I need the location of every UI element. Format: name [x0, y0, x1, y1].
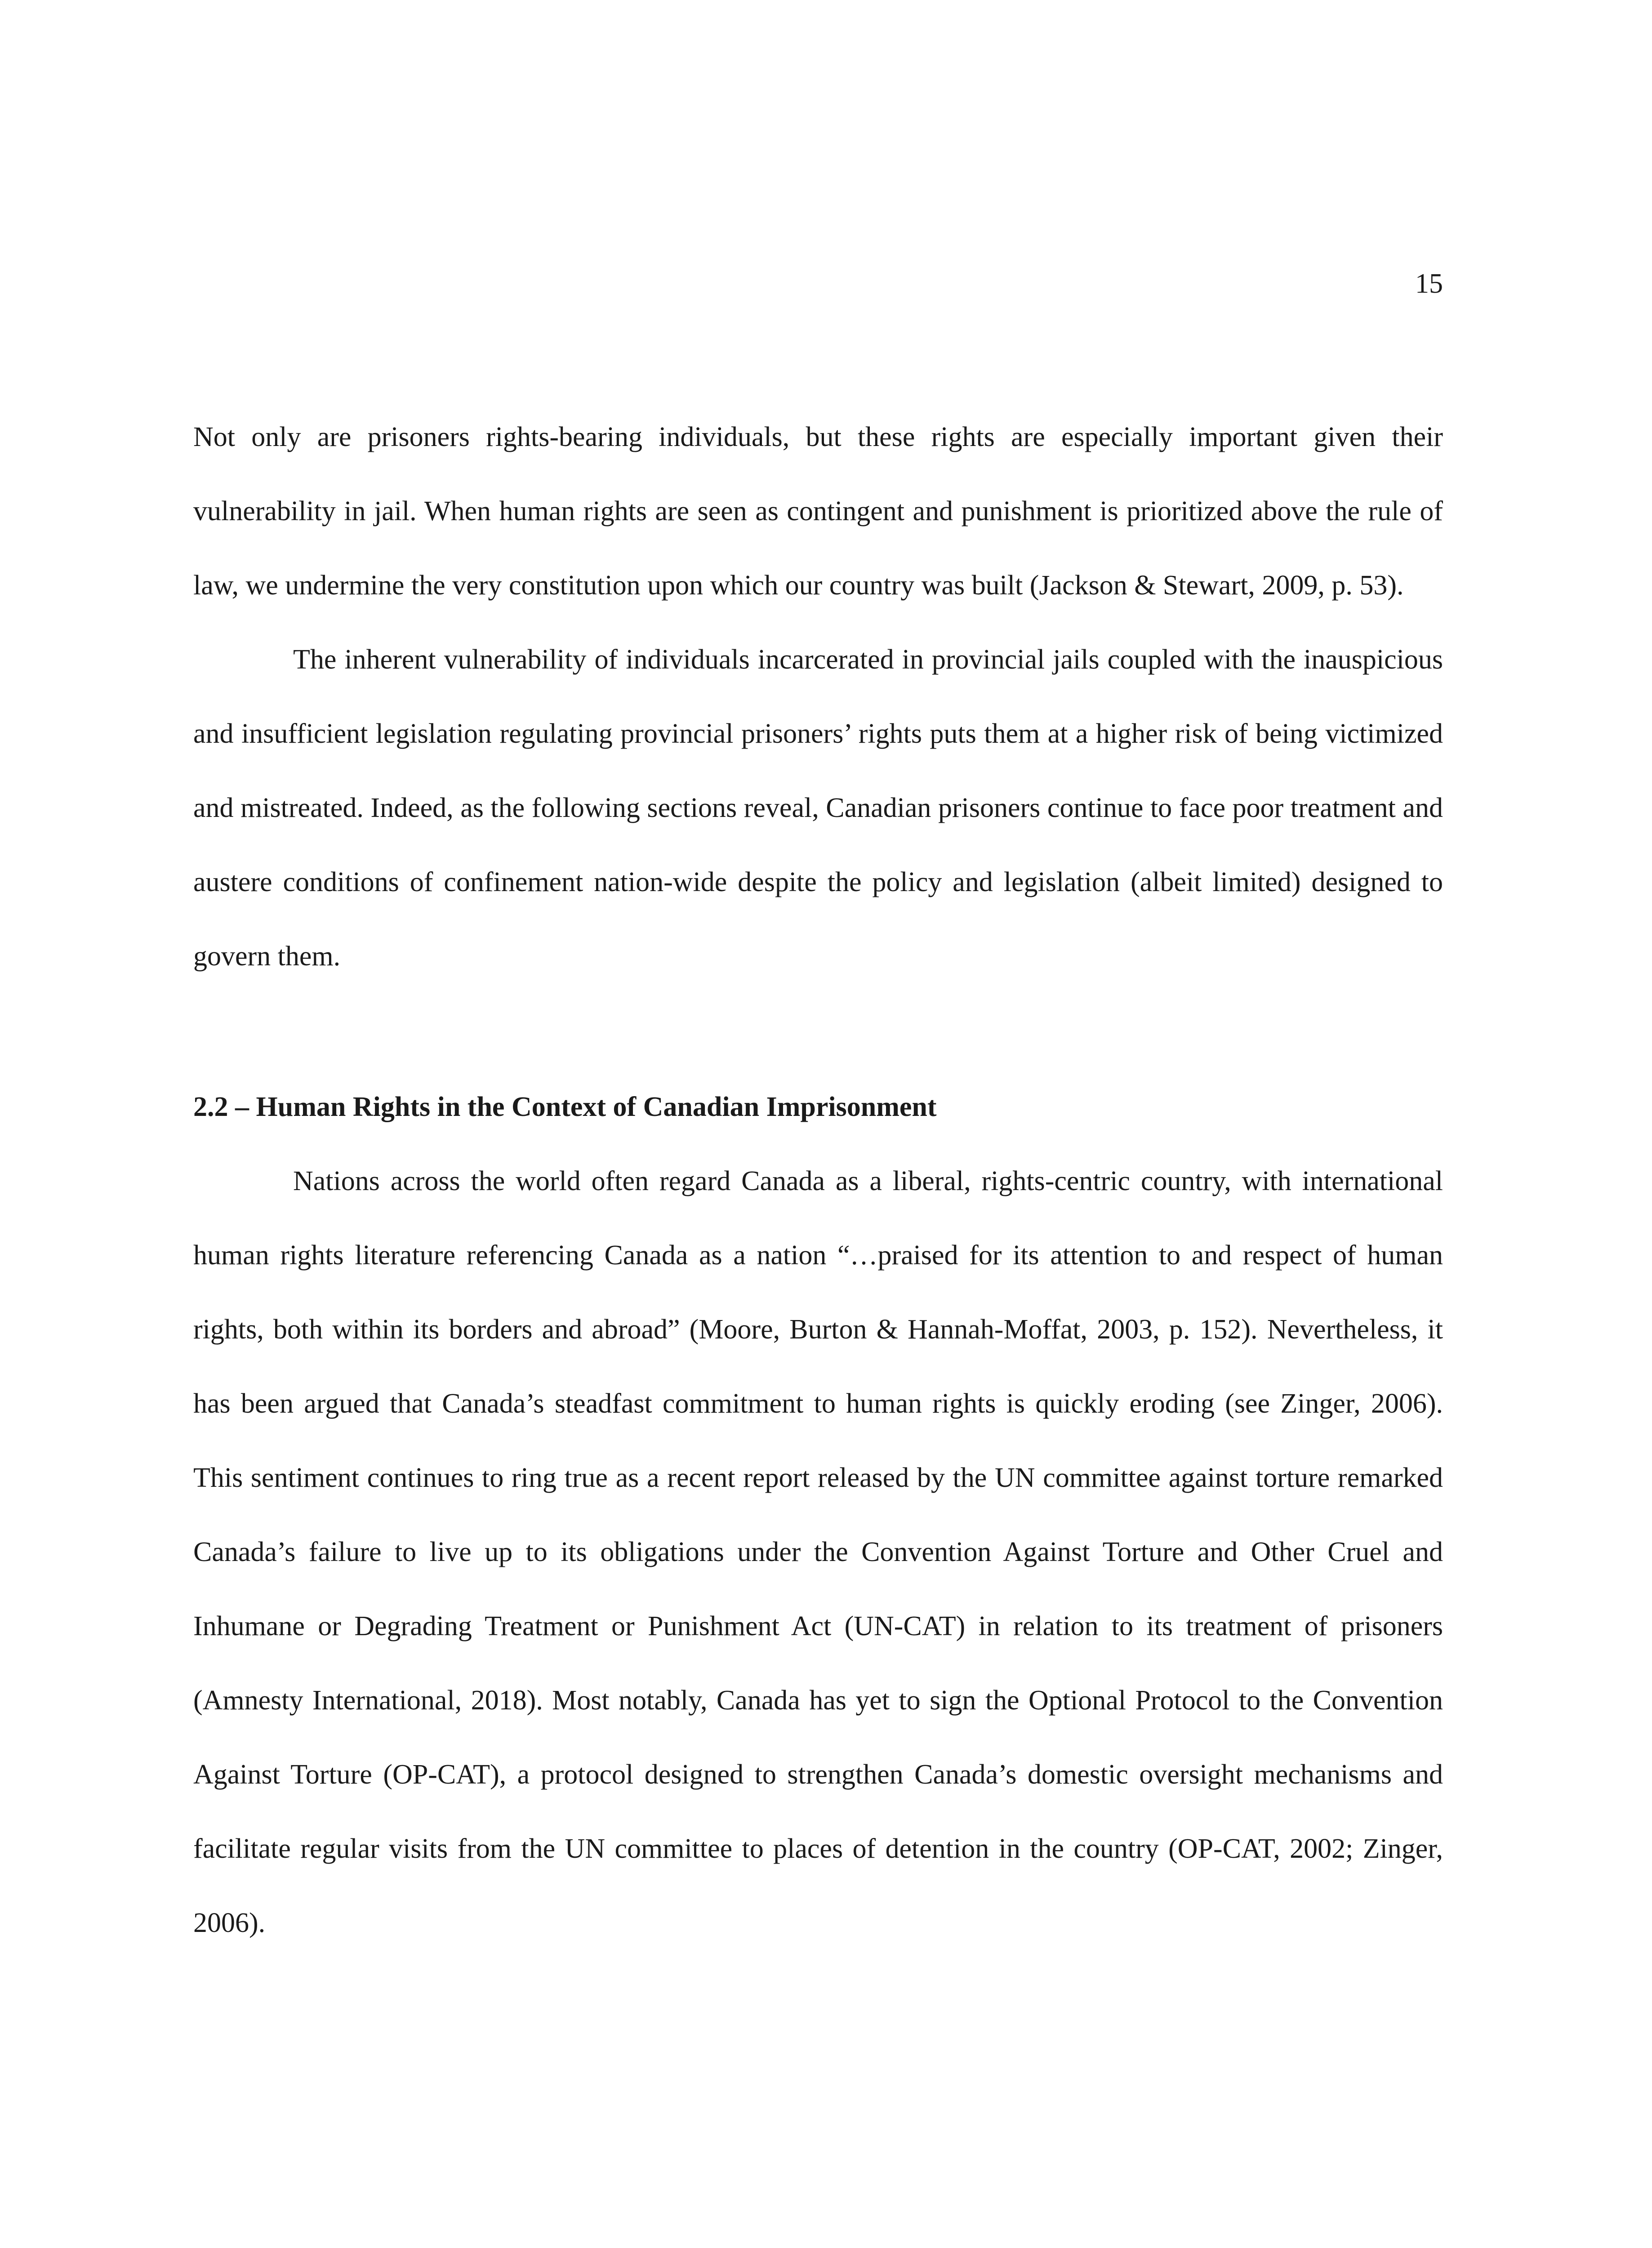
document-body — [193, 400, 1443, 1960]
paragraph-prisoner-rights: Not only are prisoners rights-bearing individuals, but these rights are especially important given their vulnerability in jail. When human rights are seen as contingent and punishment is prioritized above the rule of law, we undermine the very constitution upon which our country was built (Jackson & Stewart, 2009, p. 53). — [193, 422, 1443, 601]
page-number: 15 — [1415, 268, 1443, 299]
paragraph-canadian-human-rights: Nations across the world often regard Canada as a liberal, rights-centric country, with international human rights literature referencing Canada as a nation “…praised for its attention to and respect of human rights, both within its borders and abroad” (Moore, Burton & Hannah-Moffat, 2003, p. 152). Nevertheless, it has been argued that Canada’s steadfast commitment to human rights is quickly eroding (see Zinger, 2006). This sentiment continues to ring true as a recent report released by the UN committee against torture remarked Canada’s failure to live up to its obligations under the Convention Against Torture and Other Cruel and Inhumane or Degrading Treatment or Punishment Act (UN-CAT) in relation to its treatment of prisoners (Amnesty International, 2018). Most notably, Canada has yet to sign the Optional Protocol to the Convention Against Torture (OP-CAT), a protocol designed to strengthen Canada’s domestic oversight mechanisms and facilitate regular visits from the UN committee to places of detention in the country (OP-CAT, 2002; Zinger, 2006). — [193, 1166, 1443, 1938]
paragraph-provincial-vulnerability: The inherent vulnerability of individuals incarcerated in provincial jails coupled with the inauspicious and insufficient legislation regulating provincial prisoners’ rights puts them at a higher risk of being victimized and mistreated. Indeed, as the following sections reveal, Canadian prisoners continue to face poor treatment and austere conditions of confinement nation-wide despite the policy and legislation (albeit limited) designed to govern them. — [193, 644, 1443, 972]
section-heading: 2.2 – Human Rights in the Context of Canadian Imprisonment — [193, 1092, 937, 1122]
